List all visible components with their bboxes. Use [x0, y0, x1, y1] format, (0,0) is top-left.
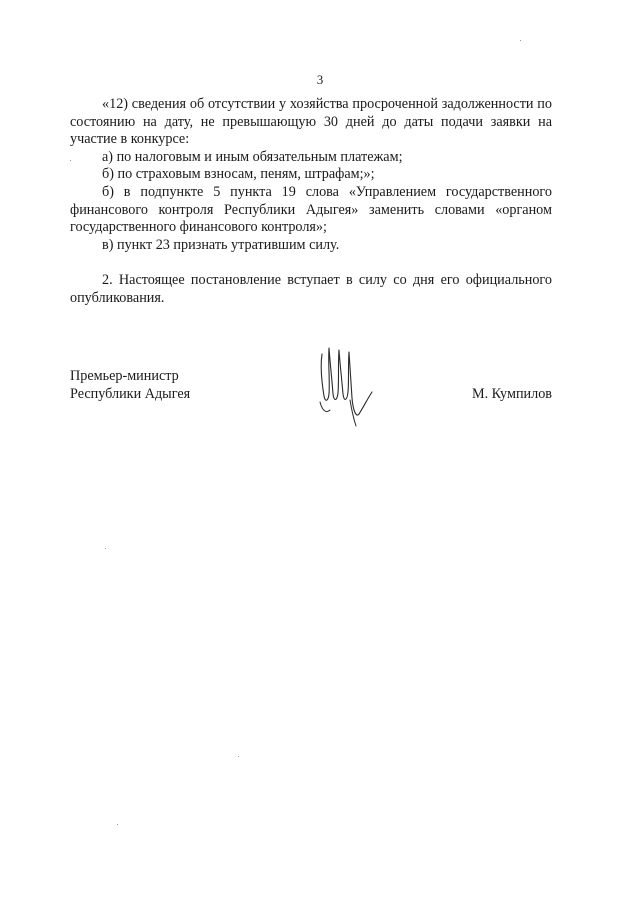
- paragraph-amendment-v: в) пункт 23 признать утратившим силу.: [102, 236, 340, 253]
- paragraph-subitem-b: б) по страховым взносам, пеням, штрафам;»;: [102, 166, 375, 183]
- document-body: [70, 96, 552, 307]
- paragraph-effective-date: 2. Настоящее постановление вступает в силу со дня его официального опубликования.: [70, 271, 552, 306]
- paragraph-amendment-b: б) в подпункте 5 пункта 19 слова «Управлением государственного финансового контроля Республики Адыгея» заменить словами «органом государственного финансового контроля»;: [70, 183, 552, 236]
- scan-speck: [520, 40, 521, 41]
- scan-speck: [105, 548, 106, 549]
- paragraph-subitem-a: а) по налоговым и иным обязательным платежам;: [102, 148, 403, 165]
- signatory-name: М. Кумпилов: [471, 385, 552, 402]
- scan-speck: [70, 160, 71, 161]
- signature-block: [70, 368, 552, 403]
- handwritten-signature: [312, 340, 376, 428]
- scan-speck: [238, 756, 239, 757]
- paragraph-item-12: «12) сведения об отсутствии у хозяйства просроченной задолженности по состоянию на дату, не превышающую 30 дней до даты подачи заявки на участие в конкурсе:: [70, 96, 552, 148]
- scan-speck: [117, 824, 118, 825]
- paragraph-spacer: [70, 254, 552, 272]
- signatory-position-line1: Премьер-министр: [70, 368, 179, 384]
- page-number: 3: [316, 72, 324, 87]
- signatory-position-line2: Республики Адыгея: [70, 385, 191, 402]
